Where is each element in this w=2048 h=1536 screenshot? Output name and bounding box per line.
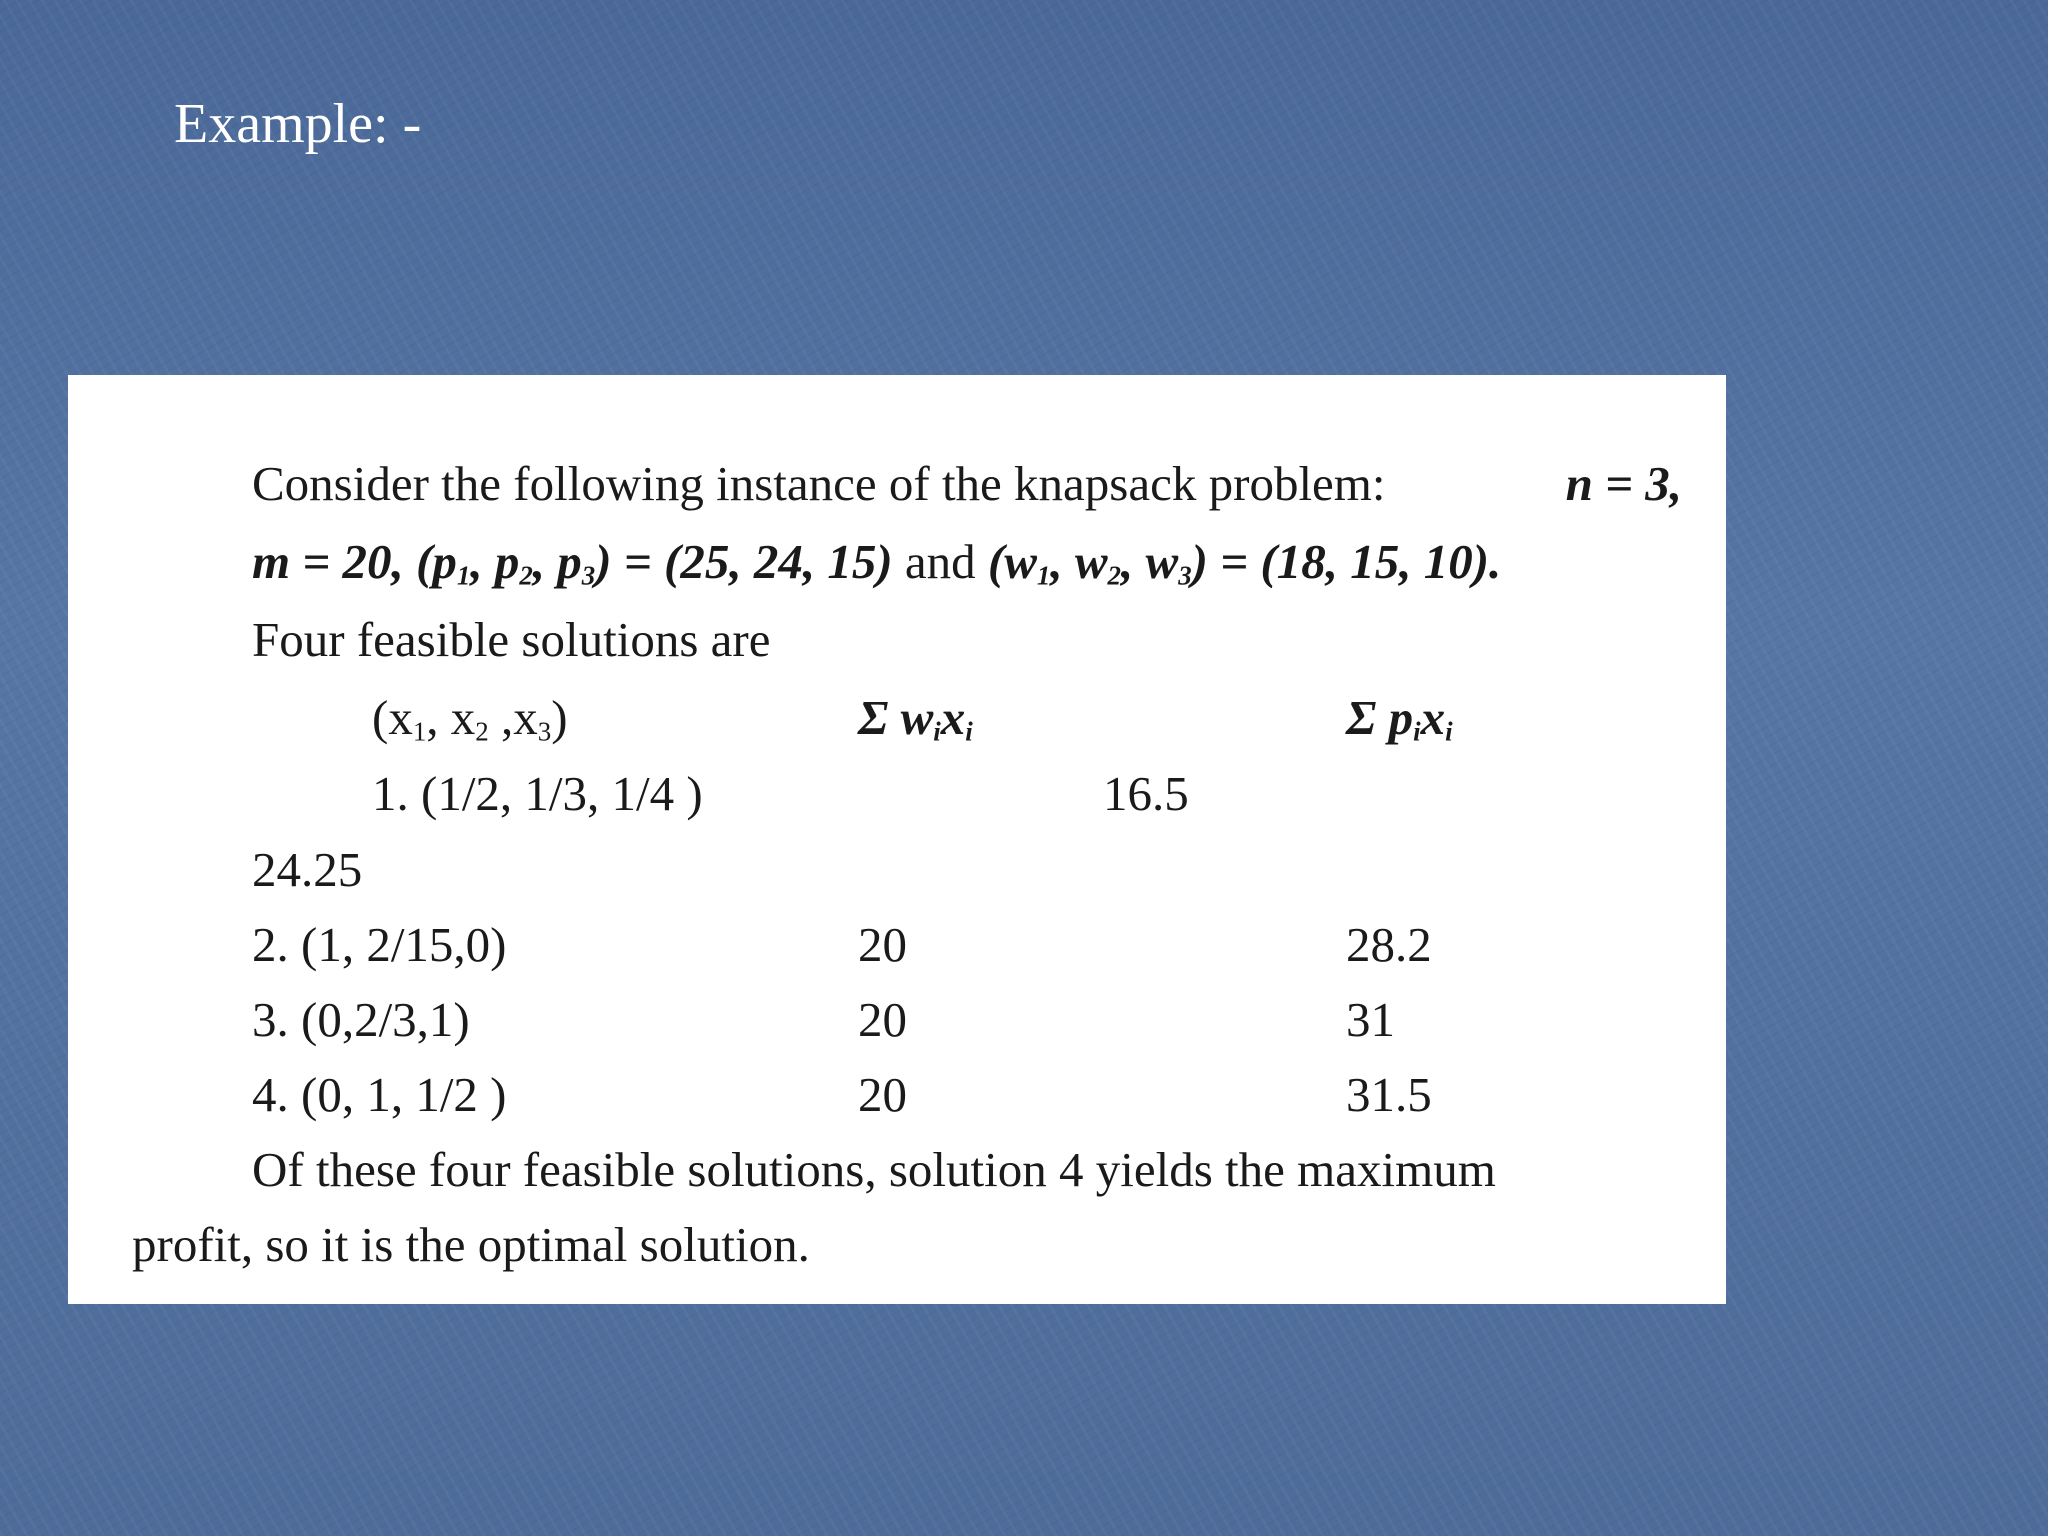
row-4-solution: 4. (0, 1, 1/2 ) bbox=[252, 1067, 507, 1122]
weight-tuple-start: (w bbox=[987, 534, 1037, 589]
subscript: 1 bbox=[456, 560, 471, 591]
subscript: i bbox=[933, 716, 941, 747]
comma: , bbox=[470, 534, 495, 589]
row-2-solution: 2. (1, 2/15,0) bbox=[252, 917, 507, 972]
conclusion-line-2: profit, so it is the optimal solution. bbox=[132, 1217, 810, 1272]
header-weight-sum bbox=[858, 690, 973, 747]
subscript: i bbox=[1445, 716, 1453, 747]
problem-line-1-text: Consider the following instance of the knapsack problem: bbox=[252, 456, 1386, 511]
row-4-profit: 31.5 bbox=[1346, 1067, 1432, 1122]
row-1-profit: 24.25 bbox=[252, 842, 363, 897]
problem-line-1 bbox=[252, 456, 1682, 511]
row-4-weight: 20 bbox=[858, 1067, 907, 1122]
row-2-profit: 28.2 bbox=[1346, 917, 1432, 972]
header-p-x: x bbox=[1420, 690, 1446, 745]
row-1-weight: 16.5 bbox=[1103, 766, 1189, 821]
subscript: i bbox=[965, 716, 973, 747]
header-x-mid: , x bbox=[426, 690, 476, 745]
header-profit-sum bbox=[1346, 690, 1453, 747]
comma: , bbox=[532, 534, 558, 589]
header-solution-vector bbox=[372, 690, 568, 747]
header-w-x: x bbox=[940, 690, 966, 745]
comma: , bbox=[1121, 534, 1146, 589]
subscript: 3 bbox=[581, 560, 596, 591]
subscript: 2 bbox=[1107, 560, 1122, 591]
row-3-profit: 31 bbox=[1346, 992, 1395, 1047]
header-w-sigma: Σ w bbox=[858, 690, 934, 745]
problem-line-3: Four feasible solutions are bbox=[252, 612, 771, 667]
problem-line-2 bbox=[252, 534, 1502, 591]
conclusion-line-1: Of these four feasible solutions, solution 4 yields the maximum bbox=[252, 1142, 1496, 1197]
subscript: 2 bbox=[475, 716, 489, 747]
profit-values: ) = (25, 24, 15) bbox=[595, 534, 893, 589]
header-x-open: (x bbox=[372, 690, 413, 745]
row-1-solution: 1. (1/2, 1/3, 1/4 ) bbox=[372, 766, 703, 821]
row-3-solution: 3. (0,2/3,1) bbox=[252, 992, 470, 1047]
and-word: and bbox=[904, 534, 976, 589]
weight-values: ) = (18, 15, 10). bbox=[1191, 534, 1502, 589]
weight-w3: w bbox=[1145, 534, 1179, 589]
problem-line-1-math: n = 3, bbox=[1565, 456, 1682, 511]
header-x-close: ) bbox=[551, 690, 568, 745]
subscript: 3 bbox=[537, 716, 552, 747]
header-p-sigma: Σ p bbox=[1346, 690, 1414, 745]
row-3-weight: 20 bbox=[858, 992, 907, 1047]
header-x-mid: ,x bbox=[488, 690, 538, 745]
profit-tuple-start: m = 20, (p bbox=[252, 534, 457, 589]
profit-p3: p bbox=[557, 534, 582, 589]
profit-p2: p bbox=[494, 534, 520, 589]
subscript: 2 bbox=[519, 560, 533, 591]
subscript: 3 bbox=[1178, 560, 1192, 591]
weight-w2: w bbox=[1074, 534, 1108, 589]
comma: , bbox=[1050, 534, 1075, 589]
subscript: 1 bbox=[412, 716, 427, 747]
row-2-weight: 20 bbox=[858, 917, 907, 972]
subscript: i bbox=[1413, 716, 1421, 747]
subscript: 1 bbox=[1036, 560, 1051, 591]
slide-title: Example: - bbox=[174, 93, 422, 155]
example-content-box bbox=[68, 375, 1726, 1304]
